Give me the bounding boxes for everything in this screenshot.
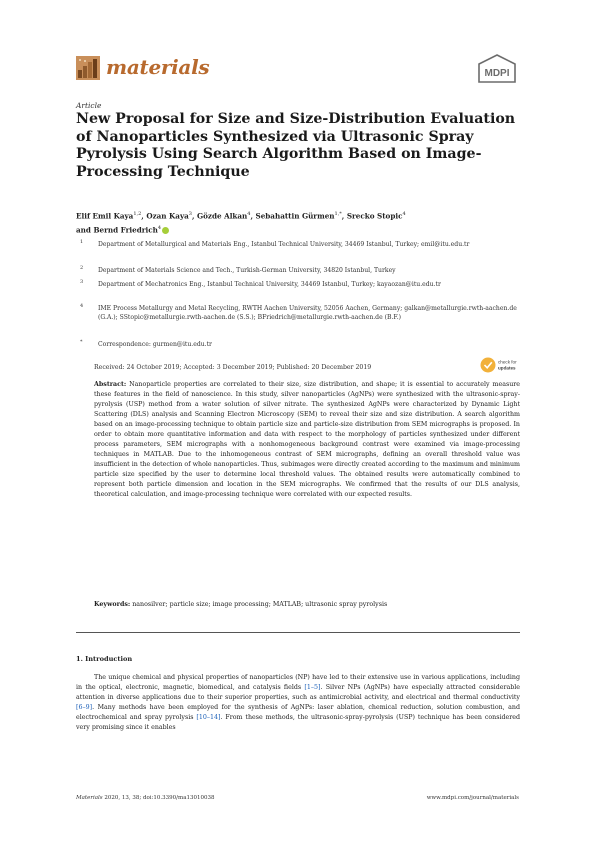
author-list [76,208,521,237]
author-name: Ozan Kaya [146,211,189,221]
affiliation-text: Department of Mechatronics Eng., Istanbul Technical University, 34469 Istanbul, Turkey; kayaozan@itu.edu.tr [98,281,441,288]
affiliation-text: IME Process Metallurgy and Metal Recycling, RWTH Aachen University, 52056 Aachen, Germany; galkan@metallurgie.rwth-aachen.de (G.A.); SStopic@metallurgie.rwth-aachen.de (S.S.); BFriedrich@metallurgie.rwth-aachen.de (B.F.) [98,305,517,321]
introduction-paragraph [76,673,520,732]
mdpi-logo [477,54,517,84]
author-separator: , [191,211,195,221]
abstract-label: Abstract: [94,381,127,388]
affiliation-number: 2 [80,265,84,271]
footer-citation-details: 2020, 13, 38; doi:10.3390/ma13010038 [104,795,215,801]
journal-logo [76,56,211,80]
footer-website[interactable]: www.mdpi.com/journal/materials [426,795,519,801]
author-affiliation-mark: 4 [157,225,162,232]
affiliation-number: 4 [80,303,84,309]
citation-link[interactable]: [10–14] [196,713,221,721]
author-affiliation-mark: 4 [402,211,406,217]
author-separator: , [250,211,253,221]
publication-dates: Received: 24 October 2019; Accepted: 3 December 2019; Published: 20 December 2019 [94,364,372,371]
journal-name: materials [106,55,210,79]
affiliation-number: * [80,339,83,345]
paper-title: New Proposal for Size and Size-Distribution Evaluation of Nanoparticles Synthesized via Ultrasonic Spray Pyrolysis Using Search Algorithm Based on Image-Processing Technique [76,111,516,180]
section-divider [76,632,520,633]
keywords-text: nanosilver; particle size; image processing; MATLAB; ultrasonic spray pyrolysis [132,601,388,608]
citation-link[interactable]: [6–9] [76,703,93,711]
author-affiliation-mark: 4 [247,211,251,217]
citation-link[interactable]: [1–5] [304,683,321,691]
affiliation-text: Department of Materials Science and Tech., Turkish-German University, 34820 Istanbul, Turkey [98,267,396,274]
footer-journal: Materials [76,795,103,801]
mdpi-logo-text: MDPI [484,68,510,79]
author-separator: , [341,211,345,221]
check-badge-line2: updates [498,365,516,371]
affiliation-text: Department of Metallurgical and Materials Eng., Istanbul Technical University, 34469 Istanbul, Turkey; emil@itu.edu.tr [98,241,470,248]
author-name: Gözde Alkan [197,211,248,221]
affiliation-text: Correspondence: gurmen@itu.edu.tr [98,341,212,348]
keywords-label: Keywords: [94,601,131,608]
section-heading: 1. Introduction [76,655,133,663]
author-affiliation-mark: 1,* [334,211,342,217]
author-name: Sebahattin Gürmen [255,211,335,221]
affiliation-number: 1 [80,239,84,245]
author-name: Bernd Friedrich [93,225,158,235]
keywords [94,600,520,610]
body-text-part: . From these methods, the ultrasonic-spray-pyrolysis (USP) technique has been considered very promising since it enables [76,713,520,731]
article-type: Article [76,101,102,110]
author-separator: , [141,211,144,221]
author-affiliation-mark: 3 [188,211,192,217]
author-affiliation-mark: 1,2 [133,211,142,217]
author-and: and [76,225,91,235]
check-badge-line1: check for [498,359,517,365]
body-text-part: . Silver NPs (AgNPs) have especially attracted considerable attention in diverse applications due to their superior properties, such as antimicrobial activity, and electrical and thermal conductivity [76,683,520,701]
affiliation-number: 3 [80,279,84,285]
check-for-updates-badge[interactable] [480,354,518,376]
abstract-text: Nanoparticle properties are correlated to their size, size distribution, and shape; it is essential to accurately measure these features in the field of nanoscience. In this study, silver nanoparticles (AgNPs) were synthesized with the ultrasonic-spray-pyrolysis (USP) method from a water solution of silver nitrate. The synthesized AgNPs were characterized by Dynamic Light Scattering (DLS) analysis and Scanning Electron Microscopy (SEM) to reveal their size and size distribution. A search algorithm based on an image-processing technique to obtain particle size and particle-size distribution from SEM micrographs is proposed. In order to obtain more quantitative information and data with respect to the morphology of particles synthesized under different process parameters, SEM micrographs with a nonhomogeneous background contrast were examined via image-processing techniques in MATLAB. Due to the inhomogeneous contrast of SEM micrographs, defining an overall threshold value was insufficient in the detection of whole nanoparticles. Thus, subimages were directly created according to the maximum and minimum particle size specified by the user to determine local threshold values. The obtained results were automatically combined to represent both particle dimension and location in the SEM micrographs. We confirmed that the results of our DLS analysis, theoretical calculation, and image-processing technique were correlated with our expected results. [94,381,520,498]
abstract [94,380,520,500]
body-text-part: . Many methods have been employed for the synthesis of AgNPs: laser ablation, chemical reduction, solution combustion, and electrochemical and spray pyrolysis [76,703,520,721]
author-name: Srecko Stopic [346,211,403,221]
footer-citation [76,795,215,801]
journal-logo-icon [76,56,100,80]
author-name: Elif Emil Kaya [76,211,134,221]
orcid-icon[interactable] [162,227,169,234]
body-text-part: The unique chemical and physical properties of nanoparticles (NP) have led to their extensive use in various applications, including in the optical, electronic, magnetic, biomedical, and catalysis fields [76,674,520,691]
